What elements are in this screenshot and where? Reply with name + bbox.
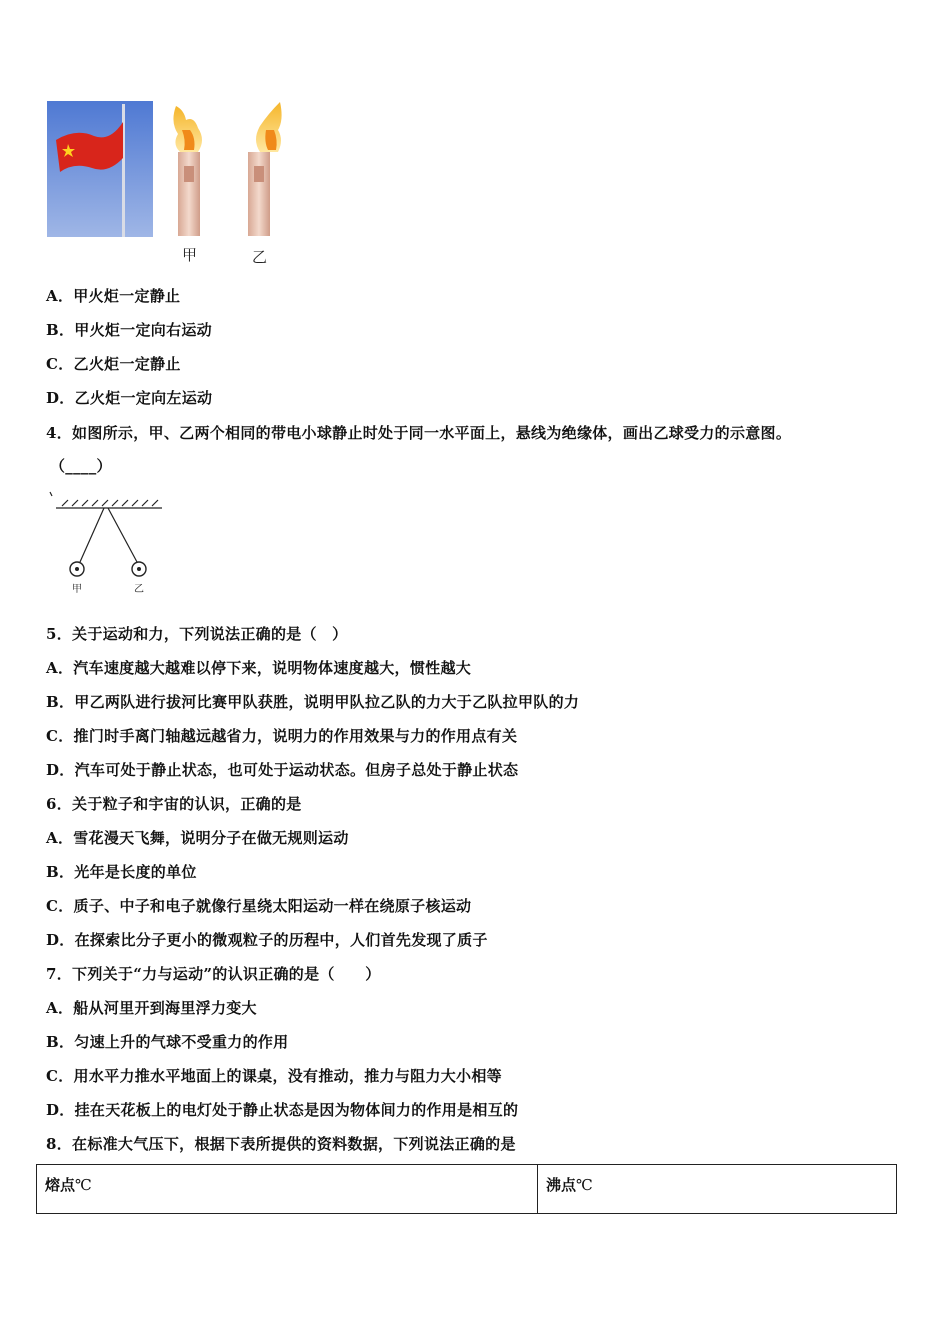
ball-label-jia: 甲 bbox=[72, 584, 82, 595]
q6-option-d[interactable]: D．在探索比分子更小的微观粒子的历程中，人们首先发现了质子 bbox=[46, 931, 488, 949]
ball-jia bbox=[70, 562, 84, 576]
thread-yi bbox=[108, 508, 137, 562]
ball-label-yi: 乙 bbox=[134, 584, 144, 595]
q4-answer-blank[interactable]: （____） bbox=[50, 457, 112, 475]
q7-option-d[interactable]: D．挂在天花板上的电灯处于静止状态是因为物体间力的作用是相互的 bbox=[46, 1101, 519, 1119]
torch-label-yi: 乙 bbox=[252, 248, 268, 266]
q8-stem: 8．在标准大气压下，根据下表所提供的资料数据，下列说法正确的是 bbox=[46, 1135, 516, 1153]
q4-stem: 4．如图所示，甲、乙两个相同的带电小球静止时处于同一水平面上，悬线为绝缘体，画出乙球受力的示意图。 bbox=[46, 424, 792, 442]
header-unit: ℃ bbox=[75, 1176, 92, 1194]
q6-option-a[interactable]: A．雪花漫天飞舞，说明分子在做无规则运动 bbox=[46, 829, 349, 847]
q5-option-c[interactable]: C．推门时手离门轴越远越省力，说明力的作用效果与力的作用点有关 bbox=[46, 727, 518, 745]
charged-balls-figure bbox=[46, 490, 168, 598]
torch-yi bbox=[248, 102, 282, 236]
torch-label-jia: 甲 bbox=[182, 246, 198, 264]
table-header-melting-point bbox=[37, 1165, 538, 1214]
q7-option-c[interactable]: C．用水平力推水平地面上的课桌，没有推动，推力与阻力大小相等 bbox=[46, 1067, 502, 1085]
flag-torch-figure bbox=[46, 100, 286, 270]
table-row bbox=[37, 1165, 897, 1214]
q6-stem: 6．关于粒子和宇宙的认识，正确的是 bbox=[46, 795, 302, 813]
q8-data-table bbox=[36, 1164, 897, 1214]
q5-option-b[interactable]: B．甲乙两队进行拔河比赛甲队获胜，说明甲队拉乙队的力大于乙队拉甲队的力 bbox=[46, 693, 580, 711]
header-unit: ℃ bbox=[576, 1176, 593, 1194]
q6-option-b[interactable]: B．光年是长度的单位 bbox=[46, 863, 197, 881]
table-header-boiling-point bbox=[538, 1165, 897, 1214]
q3-option-b[interactable]: B．甲火炬一定向右运动 bbox=[46, 321, 212, 339]
header-label: 熔点 bbox=[45, 1176, 76, 1194]
q5-option-d[interactable]: D．汽车可处于静止状态，也可处于运动状态。但房子总处于静止状态 bbox=[46, 761, 519, 779]
q7-option-b[interactable]: B．匀速上升的气球不受重力的作用 bbox=[46, 1033, 289, 1051]
q3-option-d[interactable]: D．乙火炬一定向左运动 bbox=[46, 389, 213, 407]
torch-jia bbox=[173, 106, 202, 236]
ceiling bbox=[50, 492, 162, 508]
q3-option-c[interactable]: C．乙火炬一定静止 bbox=[46, 355, 181, 373]
q3-option-a[interactable]: A．甲火炬一定静止 bbox=[46, 287, 181, 305]
q6-option-c[interactable]: C．质子、中子和电子就像行星绕太阳运动一样在绕原子核运动 bbox=[46, 897, 472, 915]
q7-stem: 7．下列关于“力与运动”的认识正确的是（ ） bbox=[46, 965, 381, 983]
q5-option-a[interactable]: A．汽车速度越大越难以停下来，说明物体速度越大，惯性越大 bbox=[46, 659, 472, 677]
q7-option-a[interactable]: A．船从河里开到海里浮力变大 bbox=[46, 999, 257, 1017]
ball-yi bbox=[132, 562, 146, 576]
q5-stem: 5．关于运动和力，下列说法正确的是（ ） bbox=[46, 625, 348, 643]
thread-jia bbox=[80, 508, 104, 562]
flag-photo bbox=[47, 101, 153, 237]
header-label: 沸点 bbox=[546, 1176, 577, 1194]
